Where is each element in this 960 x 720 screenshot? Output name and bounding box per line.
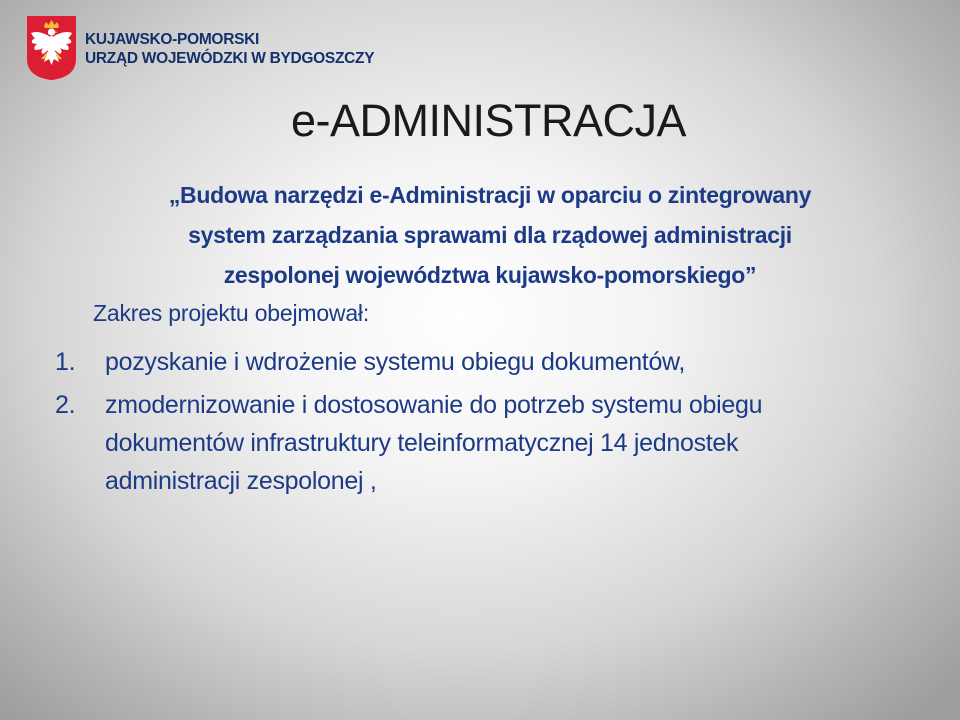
- list-item-number: 2.: [55, 391, 76, 419]
- header: [26, 15, 374, 81]
- office-name-line-2: URZĄD WOJEWÓDZKI W BYDGOSZCZY: [85, 50, 375, 67]
- list-item-text: [105, 386, 762, 500]
- list-item-line: pozyskanie i wdrożenie systemu obiegu dokumentów,: [105, 348, 686, 376]
- office-name-line-1: KUJAWSKO-POMORSKI: [85, 31, 260, 48]
- project-name-line: „Budowa narzędzi e-Administracji w oparciu o zintegrowany: [168, 182, 812, 208]
- list-item-line: dokumentów infrastruktury teleinformatycznej 14 jednostek: [105, 429, 739, 457]
- list-item: [55, 386, 935, 500]
- list-item: [55, 343, 935, 381]
- project-name-line: system zarządzania sprawami dla rządowej administracji: [188, 222, 792, 248]
- polish-white-eagle-emblem-icon: [26, 15, 77, 81]
- scope-label: Zakres projektu obejmował:: [93, 300, 370, 326]
- slide-title: e-ADMINISTRACJA: [291, 95, 687, 146]
- office-name: [85, 30, 374, 68]
- scope-list: [55, 343, 935, 500]
- project-name-line: zespolonej województwa kujawsko-pomorskiego”: [223, 262, 757, 288]
- project-name: [70, 175, 910, 295]
- list-item-number: 1.: [55, 348, 76, 376]
- list-item-line: zmodernizowanie i dostosowanie do potrzeb systemu obiegu: [105, 391, 763, 419]
- list-item-text: [105, 343, 685, 381]
- list-item-line: administracji zespolonej ,: [105, 467, 377, 495]
